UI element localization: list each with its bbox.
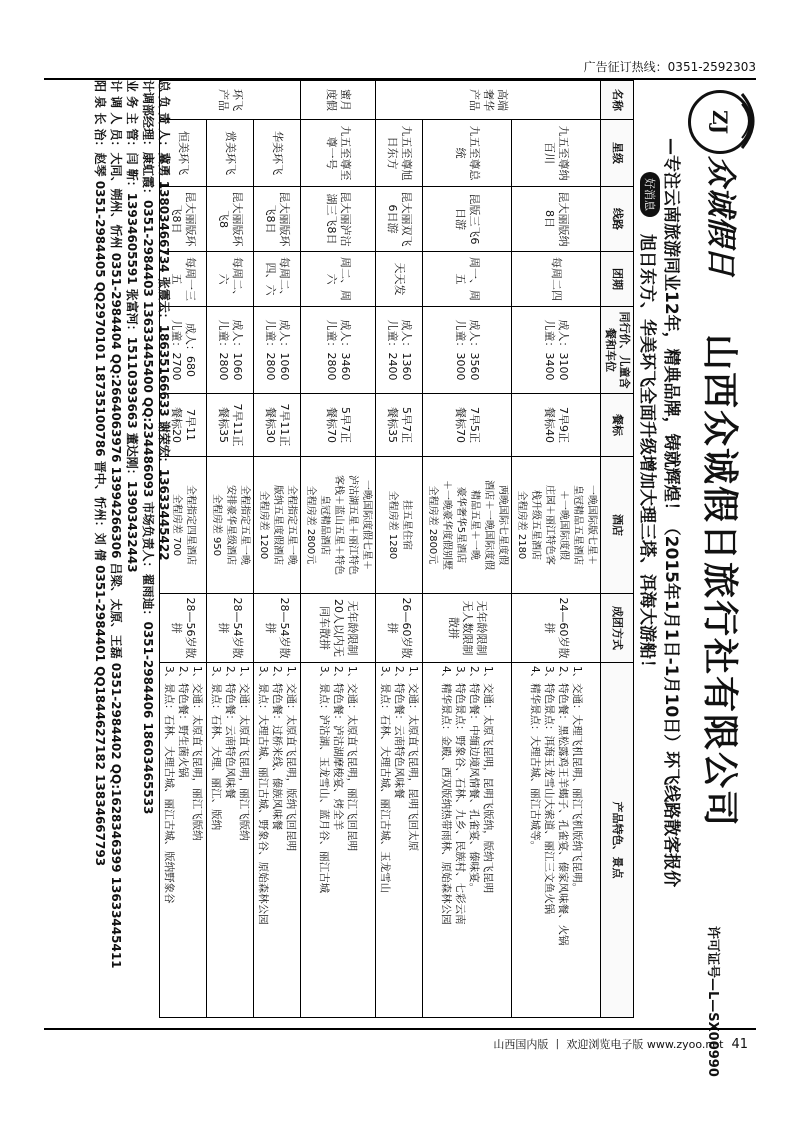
mode-cell: 28—54岁散拼 bbox=[254, 594, 301, 663]
hotel-cell: 一晚国际版七星＋ 皇冠精品五星酒店 ＋一晚国际度假 庄园＋丽江特色客 栈升级五星酒店 全程房差 2180 bbox=[512, 457, 601, 594]
mode-cell: 无年龄限制无人数限制散拼 bbox=[423, 594, 512, 663]
dates-cell: 每周一三五 bbox=[160, 252, 207, 307]
table-row bbox=[512, 81, 601, 1018]
col-header: 名称 bbox=[601, 81, 634, 120]
brand-name: 众诚假日 bbox=[703, 156, 738, 276]
line-cell: 昆大丽版环飞8 bbox=[207, 187, 254, 252]
price-cell: 成人：1060 儿童：2800 bbox=[207, 307, 254, 394]
contact-line: 总 负 责 人：冀勇 13803466734 张震云：18635166633 谢荣宏：13633445422 bbox=[157, 80, 171, 561]
dates-cell: 周二、周六 bbox=[301, 252, 376, 307]
meals-cell: 5早7正 餐标35 bbox=[376, 394, 423, 457]
line-cell: 昆大丽版环飞8日 bbox=[160, 187, 207, 252]
dates-cell: 每周二、四、六 bbox=[254, 252, 301, 307]
dates-cell: 每周二四 bbox=[512, 252, 601, 307]
dates-cell: 每周二、六 bbox=[207, 252, 254, 307]
page-number: 41 bbox=[731, 1037, 748, 1052]
mode-cell: 26—60岁散拼 bbox=[376, 594, 423, 663]
table-row bbox=[376, 81, 423, 1018]
line-cell: 昆大丽双飞6日游 bbox=[376, 187, 423, 252]
company-name: 山西众诚假日旅行社有限公司 bbox=[699, 334, 740, 829]
bottom-rule bbox=[44, 1028, 756, 1030]
name-cell: 九五至尊旭日东方 bbox=[376, 120, 423, 187]
meals-cell: 7早5正 餐标70 bbox=[423, 394, 512, 457]
dates-cell: 天天发 bbox=[376, 252, 423, 307]
price-table-header bbox=[601, 81, 634, 1018]
mode-cell: 24—60岁散拼 bbox=[512, 594, 601, 663]
meals-cell: 7早11正 餐标35 bbox=[207, 394, 254, 457]
news-badge: 好消息 bbox=[640, 172, 660, 217]
hotel-cell: 全程指定四星酒店 全程房差 700 bbox=[160, 457, 207, 594]
hotel-cell: 挂五星住宿 全程房差 1280 bbox=[376, 457, 423, 594]
footer-text: 山西国内版 丨 欢迎浏览电子版 www.zyoo.net bbox=[493, 1038, 724, 1051]
company-logo bbox=[688, 90, 752, 154]
hotel-cell: 全程指定五星一晚 安排豪华星级酒店 全程房差 950 bbox=[207, 457, 254, 594]
features-cell: 1、交通：太原直飞昆明，丽江飞回昆明 2、特色餐：泸沽湖摩梭宴、烤全羊 3、景点：泸沽湖、玉龙雪山、蓝月谷、丽江古城 bbox=[301, 663, 376, 1018]
meals-cell: 5早7正 餐标70 bbox=[301, 394, 376, 457]
features-cell: 1、交通：太原直飞昆明，丽江飞版纳 2、特色餐：云南特色风味餐 3、景点：石林、大理、丽江、版纳 bbox=[207, 663, 254, 1018]
col-header: 同行价、儿童含餐和车位 bbox=[601, 307, 634, 394]
col-header: 星级 bbox=[601, 120, 634, 187]
dates-cell: 周一、周五 bbox=[423, 252, 512, 307]
col-header: 产品特色、景点 bbox=[601, 663, 634, 1018]
hotel-cell: 全程指定五星一晚 版纳五星度假酒店 全程房差 1200 bbox=[254, 457, 301, 594]
group-cell: 高端奢华产品 bbox=[376, 81, 601, 120]
features-cell: 1、交通：太原直飞昆明，丽江飞版纳 2、特色餐：野生菌火锅 3、景点：石林、大理古城、丽江古城、版纳野象谷 bbox=[160, 663, 207, 1018]
price-cell: 成人：680 儿童：2700 bbox=[160, 307, 207, 394]
meals-cell: 7早11 餐标20 bbox=[160, 394, 207, 457]
features-cell: 1、交通：太原飞昆明，昆明飞版纳，版纳飞昆明 2、特色餐：中缅边境风情餐、孔雀宴、傣味宴。 3、特色景点：野象谷、石林、九乡、民族村、七彩云南 4、精华景点：金殿、西双版纳热带雨林、原始森林公园 bbox=[423, 663, 512, 1018]
name-cell: 恒美环飞 bbox=[160, 120, 207, 187]
hotel-cell: 两晚国际七星度假 酒店＋一晚国际度假 精品五星＋一晚 豪华奢华5星酒店 ＋一晚豪华度假别墅 全程房差 2800元 bbox=[423, 457, 512, 594]
line-cell: 昆大丽泸沽湖三飞8日 bbox=[301, 187, 376, 252]
col-header: 餐标 bbox=[601, 394, 634, 457]
name-cell: 九五至尊至尊一号 bbox=[301, 120, 376, 187]
table-row bbox=[423, 81, 512, 1018]
price-cell: 成人：3100 儿童：3400 bbox=[512, 307, 601, 394]
col-header: 成团方式 bbox=[601, 594, 634, 663]
contact-line: 阳 泉 长 治：赵琴 0351-2984405 QQ2970101 18735100786 晋中、忻州：刘 倩 0351-2984401 QQ1844627182 13834667793 bbox=[93, 80, 107, 867]
headline: 旭日东方、华美环飞全面升级增加大理三塔、洱海大游船！ bbox=[637, 234, 657, 676]
meals-cell: 7早9正 餐标40 bbox=[512, 394, 601, 457]
mode-cell: 28—56岁散拼 bbox=[160, 594, 207, 663]
table-row bbox=[207, 81, 254, 1018]
group-cell: 环飞产品 bbox=[160, 81, 301, 120]
name-cell: 赏美环飞 bbox=[207, 120, 254, 187]
tagline: —专注云南旅游同业12年，精典品牌，铸就辉煌！（2015年1月1日-1月10日）环飞线路散客报价 bbox=[661, 138, 681, 888]
ad-hotline: 广告征订热线：0351-2592303 bbox=[583, 60, 756, 74]
price-cell: 成人：1360 儿童：2400 bbox=[376, 307, 423, 394]
meals-cell: 7早11正 餐标30 bbox=[254, 394, 301, 457]
name-cell: 华美环飞 bbox=[254, 120, 301, 187]
line-cell: 昆大丽版环飞8日 bbox=[254, 187, 301, 252]
price-cell: 成人：3460 儿童：2800 bbox=[301, 307, 376, 394]
features-cell: 1、交通：太原直飞昆明，昆明飞回太原 2、特色餐：云南特色风味餐 3、景点：石林、大理古城、丽江古城、玉龙雪山 bbox=[376, 663, 423, 1018]
price-cell: 成人：1060 儿童：2800 bbox=[254, 307, 301, 394]
mode-cell: 28—54岁散拼 bbox=[207, 594, 254, 663]
license-number: 许可证号—L—SX00990 bbox=[705, 926, 720, 1077]
group-cell: 蜜月度假 bbox=[301, 81, 376, 120]
price-cell: 成人：3560 儿童：3000 bbox=[423, 307, 512, 394]
name-cell: 九五至尊纳百川 bbox=[512, 120, 601, 187]
col-header: 团期 bbox=[601, 252, 634, 307]
features-cell: 1、交通：太原直飞昆明，版纳飞回昆明 2、特色餐：过桥米线、傣族风味餐 3、景点：大理古城、丽江古城、野象谷、原始森林公园 bbox=[254, 663, 301, 1018]
col-header: 酒店 bbox=[601, 457, 634, 594]
col-header: 线路 bbox=[601, 187, 634, 252]
line-cell: 昆版三飞6日游 bbox=[423, 187, 512, 252]
contact-line: 计调部经理：康虹霞：0351-2984403 13633445400 QQ:234486093 市场负责人：翟雨迪：0351-2984406 18603465533 bbox=[141, 80, 155, 815]
features-cell: 1、交通：大理飞机昆明、丽江飞机版纳飞昆明。 2、特色餐：黑松露鸡王羊蝎子、孔雀宴、傣家风味餐、火锅 3、特色景点：洱海玉龙雪山大索道、丽江三文鱼火锅 4、精华景点：大理古城、丽江古城等。 bbox=[512, 663, 601, 1018]
mode-cell: 无年龄限制20人以内无同车散拼 bbox=[301, 594, 376, 663]
page-footer bbox=[493, 1036, 748, 1052]
contact-line: 业 务 主 管：闫 靳：13934605591 张富河：15110393663 董达刚：13903432443 bbox=[125, 80, 139, 573]
contact-line: 计 调 人 员：大同、朔州、忻州 0351-2984404 QQ:2664063976 13994266306 吕梁、太原、王磊 0351-2984402 QQ:1628346399 13633445411 bbox=[109, 80, 123, 969]
hotel-cell: 一晚国际度假七星＋ 泸沽湖五星＋丽江特色 客栈＋蓝山五星＋特色 皇冠精品酒店 全程房差 2800元 bbox=[301, 457, 376, 594]
table-row bbox=[254, 81, 301, 1018]
name-cell: 九五至尊总统 bbox=[423, 120, 512, 187]
table-row bbox=[301, 81, 376, 1018]
line-cell: 昆大丽版纳8日 bbox=[512, 187, 601, 252]
contact-block bbox=[92, 80, 172, 1018]
logo-mark: ZJ bbox=[708, 109, 732, 135]
price-table bbox=[159, 80, 634, 1018]
